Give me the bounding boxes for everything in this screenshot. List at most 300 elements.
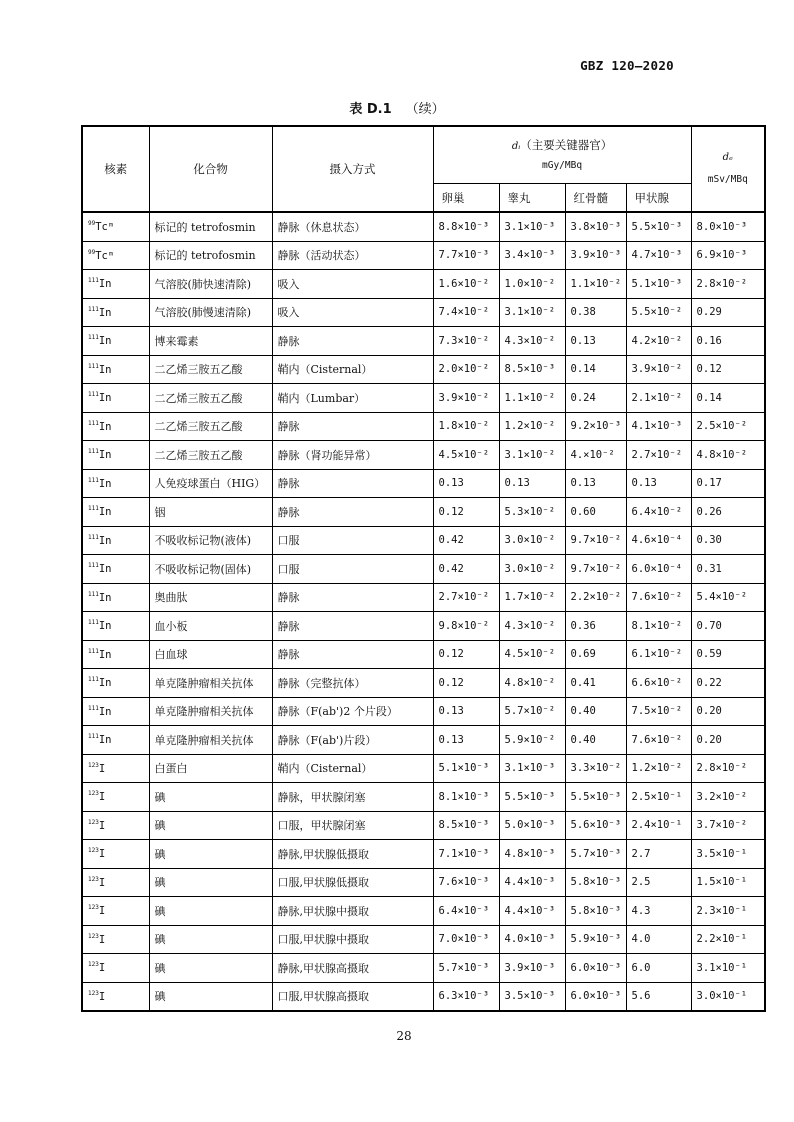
table-row <box>82 697 765 726</box>
table-row <box>82 441 765 470</box>
cell-compound: 铟 <box>149 498 272 527</box>
organ-dose-title: （主要关键器官） <box>520 137 613 152</box>
cell-effective: 3.7×10⁻² <box>691 811 765 840</box>
cell-thyroid: 2.7 <box>626 840 691 869</box>
table-row <box>82 840 765 869</box>
table-row <box>82 327 765 356</box>
cell-thyroid: 7.6×10⁻² <box>626 726 691 755</box>
cell-route: 静脉 <box>272 412 433 441</box>
cell-effective: 3.2×10⁻² <box>691 783 765 812</box>
cell-nuclide <box>82 754 149 783</box>
cell-compound: 气溶胶(肺快速清除) <box>149 270 272 299</box>
header-effective-dose <box>691 126 765 212</box>
nuclide-mass-number: 123 <box>88 875 99 883</box>
cell-nuclide <box>82 811 149 840</box>
nuclide-element: I <box>98 933 106 946</box>
cell-testis: 3.0×10⁻² <box>499 555 565 584</box>
header-testis: 睾丸 <box>499 184 565 213</box>
nuclide-mass-number: 123 <box>88 847 99 855</box>
table-row <box>82 612 765 641</box>
cell-testis: 1.2×10⁻² <box>499 412 565 441</box>
cell-effective: 0.30 <box>691 526 765 555</box>
nuclide-element: I <box>98 819 106 832</box>
cell-compound: 单克隆肿瘤相关抗体 <box>149 726 272 755</box>
cell-compound: 碘 <box>149 954 272 983</box>
cell-thyroid: 4.7×10⁻³ <box>626 241 691 270</box>
cell-compound: 碘 <box>149 897 272 926</box>
effective-unit: mSv/MBq <box>707 174 748 185</box>
cell-nuclide <box>82 868 149 897</box>
cell-marrow: 6.0×10⁻³ <box>565 954 626 983</box>
cell-marrow: 5.6×10⁻³ <box>565 811 626 840</box>
cell-thyroid: 5.1×10⁻³ <box>626 270 691 299</box>
cell-nuclide <box>82 897 149 926</box>
nuclide-mass-number: 111 <box>88 419 99 427</box>
cell-compound: 标记的 tetrofosmin <box>149 212 272 241</box>
cell-effective: 2.5×10⁻² <box>691 412 765 441</box>
nuclide-element: In <box>98 705 112 718</box>
nuclide-mass-number: 111 <box>88 647 99 655</box>
cell-testis: 5.0×10⁻³ <box>499 811 565 840</box>
cell-nuclide <box>82 669 149 698</box>
nuclide-mass-number: 111 <box>88 562 99 570</box>
cell-nuclide <box>82 441 149 470</box>
cell-effective: 0.70 <box>691 612 765 641</box>
cell-nuclide <box>82 726 149 755</box>
cell-effective: 0.31 <box>691 555 765 584</box>
cell-ovary: 8.1×10⁻³ <box>433 783 499 812</box>
cell-compound: 白蛋白 <box>149 754 272 783</box>
cell-nuclide <box>82 526 149 555</box>
cell-route: 静脉,甲状腺高摄取 <box>272 954 433 983</box>
table-row <box>82 412 765 441</box>
cell-route: 静脉（F(ab')片段） <box>272 726 433 755</box>
nuclide-mass-number: 111 <box>88 733 99 741</box>
cell-nuclide <box>82 384 149 413</box>
cell-thyroid: 4.0 <box>626 925 691 954</box>
dose-coefficient-table <box>81 125 766 1012</box>
cell-testis: 1.0×10⁻² <box>499 270 565 299</box>
cell-testis: 4.3×10⁻² <box>499 327 565 356</box>
nuclide-mass-number: 111 <box>88 277 99 285</box>
cell-compound: 碘 <box>149 840 272 869</box>
cell-testis: 1.7×10⁻² <box>499 583 565 612</box>
cell-ovary: 7.7×10⁻³ <box>433 241 499 270</box>
cell-marrow: 0.40 <box>565 726 626 755</box>
cell-ovary: 5.1×10⁻³ <box>433 754 499 783</box>
cell-thyroid: 4.2×10⁻² <box>626 327 691 356</box>
table-row <box>82 754 765 783</box>
cell-marrow: 0.13 <box>565 469 626 498</box>
table-row <box>82 583 765 612</box>
cell-testis: 3.5×10⁻³ <box>499 982 565 1011</box>
cell-marrow: 0.40 <box>565 697 626 726</box>
table-row <box>82 498 765 527</box>
nuclide-mass-number: 111 <box>88 334 99 342</box>
cell-ovary: 0.42 <box>433 526 499 555</box>
cell-compound: 碘 <box>149 925 272 954</box>
cell-ovary: 0.12 <box>433 640 499 669</box>
table-row <box>82 783 765 812</box>
cell-effective: 6.9×10⁻³ <box>691 241 765 270</box>
table-row <box>82 555 765 584</box>
nuclide-element: In <box>98 306 112 319</box>
cell-marrow: 1.1×10⁻² <box>565 270 626 299</box>
cell-thyroid: 2.5×10⁻¹ <box>626 783 691 812</box>
cell-ovary: 6.4×10⁻³ <box>433 897 499 926</box>
cell-testis: 4.3×10⁻² <box>499 612 565 641</box>
cell-thyroid: 6.0 <box>626 954 691 983</box>
cell-ovary: 5.7×10⁻³ <box>433 954 499 983</box>
cell-effective: 2.8×10⁻² <box>691 754 765 783</box>
cell-ovary: 0.13 <box>433 469 499 498</box>
page-number: 28 <box>396 1029 412 1043</box>
cell-ovary: 7.4×10⁻² <box>433 298 499 327</box>
nuclide-element: I <box>98 876 106 889</box>
nuclide-mass-number: 111 <box>88 305 99 313</box>
header-thyroid: 甲状腺 <box>626 184 691 213</box>
nuclide-element: In <box>98 506 112 519</box>
cell-thyroid: 4.6×10⁻⁴ <box>626 526 691 555</box>
cell-nuclide <box>82 412 149 441</box>
cell-thyroid: 6.0×10⁻⁴ <box>626 555 691 584</box>
cell-route: 静脉，甲状腺闭塞 <box>272 783 433 812</box>
cell-ovary: 0.13 <box>433 726 499 755</box>
cell-marrow: 4.×10⁻² <box>565 441 626 470</box>
cell-testis: 3.9×10⁻³ <box>499 954 565 983</box>
table-row <box>82 669 765 698</box>
cell-marrow: 0.60 <box>565 498 626 527</box>
cell-nuclide <box>82 212 149 241</box>
cell-route: 静脉 <box>272 327 433 356</box>
cell-marrow: 0.38 <box>565 298 626 327</box>
cell-ovary: 3.9×10⁻² <box>433 384 499 413</box>
cell-route: 吸入 <box>272 270 433 299</box>
cell-marrow: 9.7×10⁻² <box>565 555 626 584</box>
nuclide-element: I <box>98 762 106 775</box>
cell-route: 口服,甲状腺高摄取 <box>272 982 433 1011</box>
cell-ovary: 7.3×10⁻² <box>433 327 499 356</box>
cell-thyroid: 4.1×10⁻³ <box>626 412 691 441</box>
cell-nuclide <box>82 982 149 1011</box>
cell-nuclide <box>82 612 149 641</box>
cell-marrow: 9.2×10⁻³ <box>565 412 626 441</box>
cell-nuclide <box>82 498 149 527</box>
cell-route: 口服，甲状腺闭塞 <box>272 811 433 840</box>
cell-effective: 0.14 <box>691 384 765 413</box>
nuclide-mass-number: 123 <box>88 761 99 769</box>
standard-code: GBZ 120—2020 <box>580 58 674 73</box>
cell-route: 静脉（F(ab')2 个片段） <box>272 697 433 726</box>
cell-testis: 3.1×10⁻³ <box>499 212 565 241</box>
cell-nuclide <box>82 355 149 384</box>
nuclide-element: In <box>98 620 112 633</box>
cell-ovary: 0.13 <box>433 697 499 726</box>
cell-compound: 单克隆肿瘤相关抗体 <box>149 669 272 698</box>
cell-effective: 0.22 <box>691 669 765 698</box>
cell-ovary: 4.5×10⁻² <box>433 441 499 470</box>
cell-compound: 气溶胶(肺慢速清除) <box>149 298 272 327</box>
cell-effective: 0.20 <box>691 697 765 726</box>
cell-compound: 碘 <box>149 868 272 897</box>
cell-marrow: 0.36 <box>565 612 626 641</box>
cell-route: 静脉 <box>272 469 433 498</box>
cell-compound: 二乙烯三胺五乙酸 <box>149 384 272 413</box>
cell-marrow: 0.41 <box>565 669 626 698</box>
cell-thyroid: 3.9×10⁻² <box>626 355 691 384</box>
cell-testis: 8.5×10⁻³ <box>499 355 565 384</box>
cell-compound: 人免疫球蛋白（HIG） <box>149 469 272 498</box>
nuclide-element: In <box>98 278 112 291</box>
cell-thyroid: 5.5×10⁻³ <box>626 212 691 241</box>
cell-compound: 二乙烯三胺五乙酸 <box>149 355 272 384</box>
table-row <box>82 298 765 327</box>
cell-compound: 碘 <box>149 811 272 840</box>
nuclide-mass-number: 123 <box>88 932 99 940</box>
cell-compound: 奥曲肽 <box>149 583 272 612</box>
cell-compound: 碘 <box>149 783 272 812</box>
cell-thyroid: 4.3 <box>626 897 691 926</box>
cell-ovary: 8.5×10⁻³ <box>433 811 499 840</box>
table-row <box>82 526 765 555</box>
nuclide-mass-number: 111 <box>88 476 99 484</box>
table-row <box>82 954 765 983</box>
cell-effective: 1.5×10⁻¹ <box>691 868 765 897</box>
nuclide-mass-number: 111 <box>88 448 99 456</box>
cell-route: 鞘内（Lumbar） <box>272 384 433 413</box>
cell-route: 静脉 <box>272 583 433 612</box>
cell-effective: 0.26 <box>691 498 765 527</box>
table-row <box>82 982 765 1011</box>
cell-route: 静脉（完整抗体） <box>272 669 433 698</box>
nuclide-element: I <box>98 990 106 1003</box>
cell-compound: 标记的 tetrofosmin <box>149 241 272 270</box>
cell-compound: 单克隆肿瘤相关抗体 <box>149 697 272 726</box>
cell-thyroid: 5.5×10⁻² <box>626 298 691 327</box>
cell-nuclide <box>82 640 149 669</box>
header-compound: 化合物 <box>149 126 272 212</box>
header-red-marrow: 红骨髓 <box>565 184 626 213</box>
cell-thyroid: 2.1×10⁻² <box>626 384 691 413</box>
cell-testis: 3.1×10⁻³ <box>499 754 565 783</box>
cell-marrow: 0.69 <box>565 640 626 669</box>
cell-marrow: 3.9×10⁻³ <box>565 241 626 270</box>
cell-compound: 白血球 <box>149 640 272 669</box>
cell-thyroid: 0.13 <box>626 469 691 498</box>
cell-testis: 4.5×10⁻² <box>499 640 565 669</box>
header-organ-dose <box>433 126 691 184</box>
nuclide-mass-number: 111 <box>88 704 99 712</box>
cell-effective: 0.16 <box>691 327 765 356</box>
cell-nuclide <box>82 270 149 299</box>
cell-thyroid: 2.5 <box>626 868 691 897</box>
cell-route: 静脉（肾功能异常） <box>272 441 433 470</box>
cell-nuclide <box>82 925 149 954</box>
cell-thyroid: 8.1×10⁻² <box>626 612 691 641</box>
cell-route: 口服 <box>272 526 433 555</box>
cell-thyroid: 5.6 <box>626 982 691 1011</box>
nuclide-mass-number: 111 <box>88 533 99 541</box>
cell-nuclide <box>82 327 149 356</box>
nuclide-element: I <box>98 905 106 918</box>
table-row <box>82 726 765 755</box>
table-title: 表 D.1 <box>349 102 392 117</box>
nuclide-element: I <box>98 962 106 975</box>
header-nuclide: 核素 <box>82 126 149 212</box>
nuclide-element: Tcᵐ <box>95 221 115 234</box>
cell-nuclide <box>82 241 149 270</box>
cell-effective: 3.1×10⁻¹ <box>691 954 765 983</box>
cell-nuclide <box>82 469 149 498</box>
nuclide-element: In <box>98 534 112 547</box>
cell-effective: 0.59 <box>691 640 765 669</box>
cell-route: 口服,甲状腺低摄取 <box>272 868 433 897</box>
cell-marrow: 5.8×10⁻³ <box>565 897 626 926</box>
cell-thyroid: 6.4×10⁻² <box>626 498 691 527</box>
nuclide-element: In <box>98 477 112 490</box>
cell-marrow: 5.7×10⁻³ <box>565 840 626 869</box>
cell-nuclide <box>82 840 149 869</box>
cell-marrow: 0.24 <box>565 384 626 413</box>
nuclide-element: I <box>98 791 106 804</box>
cell-marrow: 3.8×10⁻³ <box>565 212 626 241</box>
cell-marrow: 2.2×10⁻² <box>565 583 626 612</box>
cell-nuclide <box>82 555 149 584</box>
table-row <box>82 811 765 840</box>
nuclide-mass-number: 123 <box>88 818 99 826</box>
cell-nuclide <box>82 697 149 726</box>
nuclide-element: In <box>98 335 112 348</box>
cell-marrow: 9.7×10⁻² <box>565 526 626 555</box>
cell-effective: 3.5×10⁻¹ <box>691 840 765 869</box>
nuclide-mass-number: 99 <box>88 220 96 228</box>
cell-route: 静脉（活动状态） <box>272 241 433 270</box>
header-ovary: 卵巢 <box>433 184 499 213</box>
cell-route: 静脉 <box>272 640 433 669</box>
nuclide-mass-number: 111 <box>88 619 99 627</box>
cell-effective: 2.8×10⁻² <box>691 270 765 299</box>
cell-nuclide <box>82 583 149 612</box>
cell-route: 静脉 <box>272 498 433 527</box>
cell-thyroid: 2.7×10⁻² <box>626 441 691 470</box>
nuclide-element: I <box>98 848 106 861</box>
nuclide-element: Tcᵐ <box>95 249 115 262</box>
table-row <box>82 212 765 241</box>
cell-testis: 3.4×10⁻³ <box>499 241 565 270</box>
cell-testis: 4.8×10⁻³ <box>499 840 565 869</box>
table-row <box>82 241 765 270</box>
cell-route: 鞘内（Cisternal） <box>272 754 433 783</box>
organ-dose-symbol: dᵢ <box>511 140 521 152</box>
cell-effective: 4.8×10⁻² <box>691 441 765 470</box>
table-row <box>82 270 765 299</box>
cell-nuclide <box>82 954 149 983</box>
cell-nuclide <box>82 298 149 327</box>
cell-compound: 血小板 <box>149 612 272 641</box>
cell-testis: 5.3×10⁻² <box>499 498 565 527</box>
cell-testis: 3.1×10⁻² <box>499 441 565 470</box>
effective-symbol: dₑ <box>722 152 733 163</box>
cell-testis: 4.0×10⁻³ <box>499 925 565 954</box>
cell-testis: 4.4×10⁻³ <box>499 868 565 897</box>
cell-testis: 3.1×10⁻² <box>499 298 565 327</box>
nuclide-mass-number: 99 <box>88 248 96 256</box>
cell-ovary: 1.8×10⁻² <box>433 412 499 441</box>
cell-ovary: 6.3×10⁻³ <box>433 982 499 1011</box>
cell-marrow: 0.13 <box>565 327 626 356</box>
nuclide-mass-number: 111 <box>88 676 99 684</box>
cell-compound: 二乙烯三胺五乙酸 <box>149 441 272 470</box>
header-route: 摄入方式 <box>272 126 433 212</box>
nuclide-mass-number: 111 <box>88 590 99 598</box>
cell-ovary: 8.8×10⁻³ <box>433 212 499 241</box>
cell-marrow: 5.5×10⁻³ <box>565 783 626 812</box>
cell-route: 静脉 <box>272 612 433 641</box>
nuclide-element: In <box>98 392 112 405</box>
cell-compound: 二乙烯三胺五乙酸 <box>149 412 272 441</box>
cell-effective: 0.17 <box>691 469 765 498</box>
cell-testis: 5.9×10⁻² <box>499 726 565 755</box>
table-body <box>82 212 765 1011</box>
cell-testis: 4.4×10⁻³ <box>499 897 565 926</box>
nuclide-mass-number: 123 <box>88 790 99 798</box>
cell-compound: 不吸收标记物(液体) <box>149 526 272 555</box>
cell-testis: 5.5×10⁻³ <box>499 783 565 812</box>
cell-ovary: 7.1×10⁻³ <box>433 840 499 869</box>
cell-route: 静脉（休息状态） <box>272 212 433 241</box>
cell-effective: 3.0×10⁻¹ <box>691 982 765 1011</box>
cell-thyroid: 6.1×10⁻² <box>626 640 691 669</box>
nuclide-element: In <box>98 591 112 604</box>
cell-nuclide <box>82 783 149 812</box>
cell-effective: 0.29 <box>691 298 765 327</box>
nuclide-element: In <box>98 563 112 576</box>
table-continued: （续） <box>405 102 445 117</box>
table-caption <box>0 98 794 117</box>
cell-route: 口服,甲状腺中摄取 <box>272 925 433 954</box>
cell-marrow: 3.3×10⁻² <box>565 754 626 783</box>
nuclide-mass-number: 123 <box>88 904 99 912</box>
cell-effective: 8.0×10⁻³ <box>691 212 765 241</box>
table-row <box>82 355 765 384</box>
cell-testis: 5.7×10⁻² <box>499 697 565 726</box>
cell-route: 静脉,甲状腺中摄取 <box>272 897 433 926</box>
cell-thyroid: 6.6×10⁻² <box>626 669 691 698</box>
table-row <box>82 384 765 413</box>
cell-effective: 0.20 <box>691 726 765 755</box>
nuclide-element: In <box>98 734 112 747</box>
cell-effective: 5.4×10⁻² <box>691 583 765 612</box>
table-row <box>82 469 765 498</box>
cell-thyroid: 1.2×10⁻² <box>626 754 691 783</box>
nuclide-mass-number: 111 <box>88 391 99 399</box>
cell-marrow: 5.8×10⁻³ <box>565 868 626 897</box>
cell-ovary: 7.6×10⁻³ <box>433 868 499 897</box>
nuclide-mass-number: 123 <box>88 961 99 969</box>
nuclide-mass-number: 111 <box>88 362 99 370</box>
nuclide-element: In <box>98 677 112 690</box>
nuclide-element: In <box>98 363 112 376</box>
cell-ovary: 0.12 <box>433 498 499 527</box>
cell-testis: 0.13 <box>499 469 565 498</box>
cell-route: 吸入 <box>272 298 433 327</box>
organ-dose-unit: mGy/MBq <box>542 159 583 171</box>
cell-ovary: 2.0×10⁻² <box>433 355 499 384</box>
cell-thyroid: 7.5×10⁻² <box>626 697 691 726</box>
cell-ovary: 0.42 <box>433 555 499 584</box>
table-row <box>82 925 765 954</box>
cell-route: 静脉,甲状腺低摄取 <box>272 840 433 869</box>
